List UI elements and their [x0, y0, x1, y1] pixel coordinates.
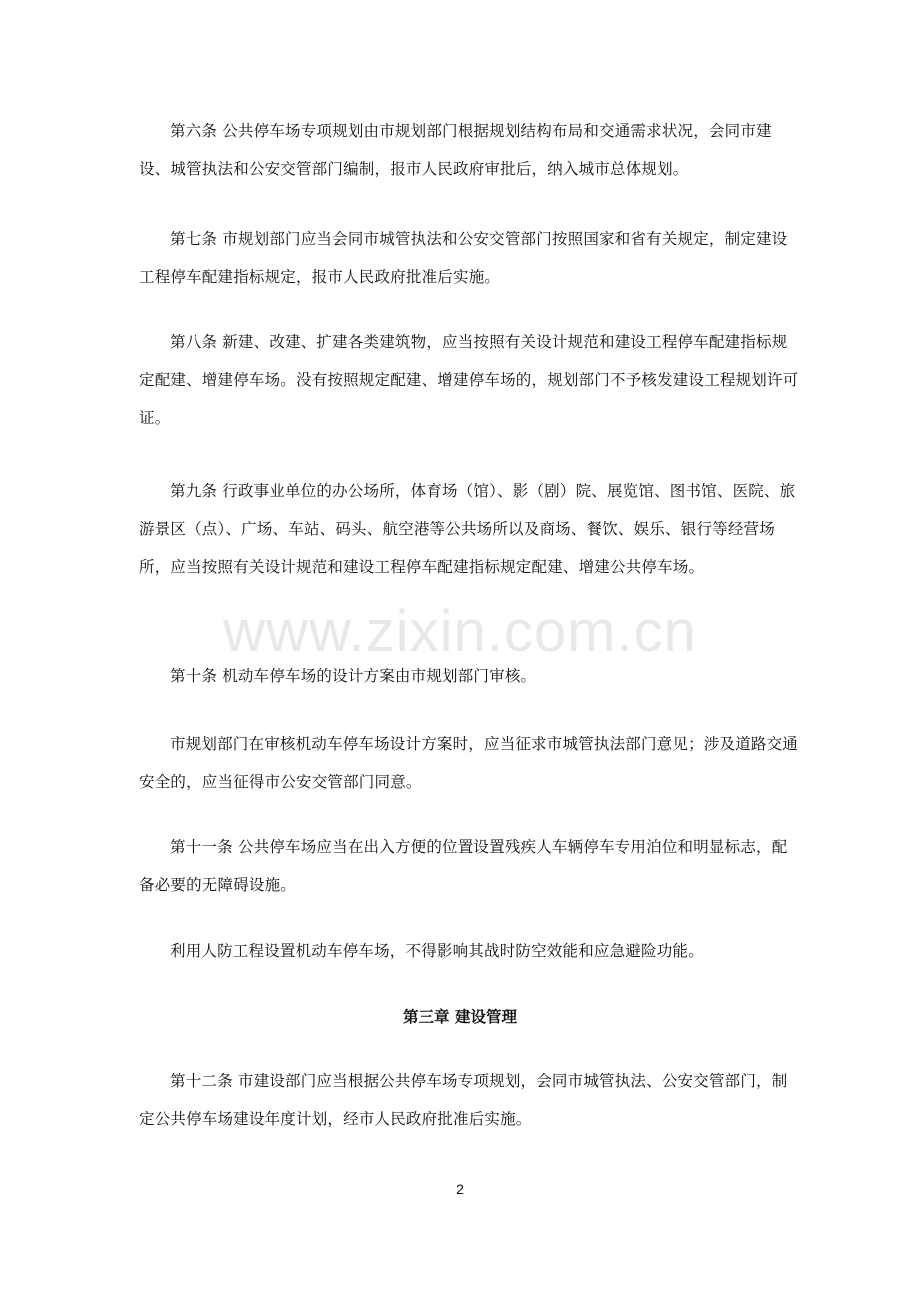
article-10-paragraph: 第十条 机动车停车场的设计方案由市规划部门审核。 — [170, 667, 537, 685]
article-10-clause-2-paragraph: 市规划部门在审核机动车停车场设计方案时，应当征求市城管执法部门意见；涉及道路交通安全的，应当征得市公安交管部门同意。 — [139, 735, 799, 791]
article-6-paragraph: 第六条 公共停车场专项规划由市规划部门根据规划结构布局和交通需求状况，会同市建设、城管执法和公安交管部门编制，报市人民政府审批后，纳入城市总体规划。 — [139, 122, 772, 178]
page-number: 2 — [456, 1181, 464, 1197]
article-11-clause-2-paragraph: 利用人防工程设置机动车停车场，不得影响其战时防空效能和应急避险功能。 — [170, 942, 704, 960]
article-8-paragraph: 第八条 新建、改建、扩建各类建筑物，应当按照有关设计规范和建设工程停车配建指标规定配建、增建停车场。没有按照规定配建、增建停车场的，规划部门不予核发建设工程规划许可证。 — [139, 333, 799, 427]
article-11-paragraph: 第十一条 公共停车场应当在出入方便的位置设置残疾人车辆停车专用泊位和明显标志，配备必要的无障碍设施。 — [139, 838, 788, 894]
watermark-text: www.zixin.com.cn — [223, 599, 697, 664]
chapter-heading: 第三章 建设管理 — [403, 1008, 517, 1026]
article-12-paragraph: 第十二条 市建设部门应当根据公共停车场专项规划，会同市城管执法、公安交管部门，制定公共停车场建设年度计划，经市人民政府批准后实施。 — [139, 1072, 788, 1128]
article-9-paragraph: 第九条 行政事业单位的办公场所，体育场（馆）、影（剧）院、展览馆、图书馆、医院、旅游景区（点）、广场、车站、码头、航空港等公共场所以及商场、餐饮、娱乐、银行等经营场所，应当按照有关设计规范和建设工程停车配建指标规定配建、增建公共停车场。 — [139, 482, 796, 576]
article-7-paragraph: 第七条 市规划部门应当会同市城管执法和公安交管部门按照国家和省有关规定，制定建设工程停车配建指标规定，报市人民政府批准后实施。 — [139, 230, 788, 286]
